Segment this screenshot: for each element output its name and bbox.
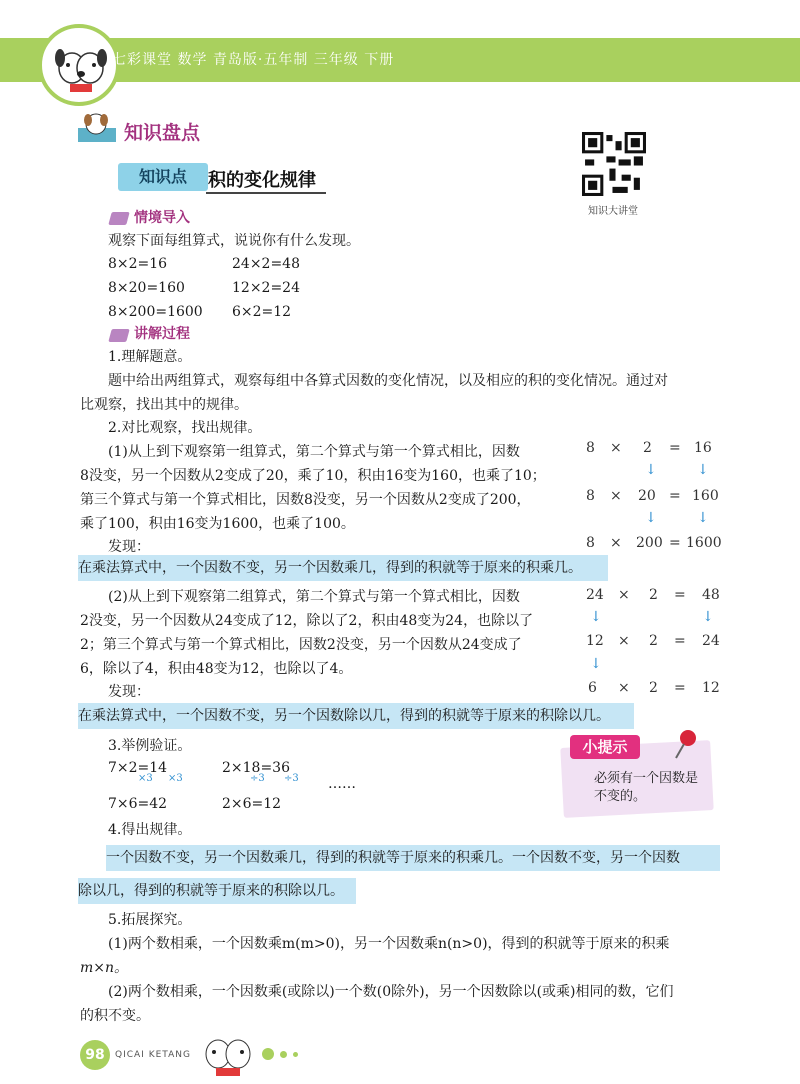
rule3-line2: 除以几，得到的积就等于原来的积除以几。 xyxy=(78,878,356,904)
d1-r3-a: 8 xyxy=(586,535,595,551)
example2-bottom: 2×6=12 xyxy=(222,796,282,812)
arrow-down-icon: ↓ xyxy=(697,462,709,478)
mascot-logo xyxy=(38,24,120,106)
p2-line4: 6，除以了4，积由48变为12，也除以了4。 xyxy=(80,661,353,677)
example2-op-right: ÷3 xyxy=(284,773,299,784)
p1-line1: (1)从上到下观察第一组算式，第二个算式与第一个算式相比，因数 xyxy=(108,444,520,460)
group2-eq2: 12×2=24 xyxy=(232,280,300,296)
d1-r1-b: 2 xyxy=(643,440,652,456)
arrow-down-icon: ↓ xyxy=(590,656,602,672)
p1-line4: 乘了100，积由16变为1600，也乘了100。 xyxy=(80,516,355,532)
group1-eq3: 8×200=1600 xyxy=(108,304,203,320)
step1-title: 1.理解题意。 xyxy=(108,349,192,365)
rule3-line1: 一个因数不变，另一个因数乘几，得到的积就等于原来的积乘几。一个因数不变，另一个因数 xyxy=(106,845,720,871)
dog-mascot-icon xyxy=(42,28,116,102)
d2-r3-a: 6 xyxy=(588,680,597,696)
d2-r1-op: × xyxy=(618,587,630,603)
p1-find: 发现： xyxy=(108,539,150,555)
step2-title: 2.对比观察，找出规律。 xyxy=(108,420,262,436)
tip-text: 必须有一个因数是不变的。 xyxy=(594,771,699,804)
arrow-down-icon: ↓ xyxy=(590,609,602,625)
d1-r1-c: 16 xyxy=(694,440,712,456)
d2-r2-eq: = xyxy=(674,633,686,649)
step3-title: 3.举例验证。 xyxy=(108,738,192,754)
reading-mascot-icon xyxy=(76,110,120,146)
example1-op-left: ×3 xyxy=(138,773,153,784)
d1-r3-b: 200 xyxy=(636,535,663,551)
d1-r2-a: 8 xyxy=(586,488,595,504)
d2-r2-b: 2 xyxy=(649,633,658,649)
intro-text: 观察下面每组算式，说说你有什么发现。 xyxy=(108,233,360,249)
p2-line3: 2；第三个算式与第一个算式相比，因数2没变，另一个因数从24变成了 xyxy=(80,637,522,653)
s5-p1-line2: m×n。 xyxy=(80,960,129,976)
s5-p2-line1: (2)两个数相乘，一个因数乘(或除以)一个数(0除外)，另一个因数除以(或乘)相同的数，它们 xyxy=(108,984,674,1000)
header-title: 七彩课堂 数学 青岛版·五年制 三年级 下册 xyxy=(112,52,395,68)
d2-r3-op: × xyxy=(618,680,630,696)
p2-line2: 2没变，另一个因数从24变成了12，除以了2，积由48变为24，也除以了 xyxy=(80,613,534,629)
d1-r2-c: 160 xyxy=(692,488,719,504)
p2-line1: (2)从上到下观察第二组算式，第二个算式与第一个算式相比，因数 xyxy=(108,589,520,605)
example1-bottom: 7×6=42 xyxy=(108,796,168,812)
d1-r1-eq: = xyxy=(669,440,681,456)
rule2-highlight: 在乘法算式中，一个因数不变，另一个因数除以几，得到的积就等于原来的积除以几。 xyxy=(78,703,634,729)
knowledge-point-badge: 知识点 xyxy=(118,163,208,191)
d1-r2-op: × xyxy=(610,488,622,504)
p1-line3: 第三个算式与第一个算式相比，因数8没变，另一个因数从2变成了200， xyxy=(80,492,531,508)
explain-heading: 讲解过程 xyxy=(134,326,190,342)
d1-r3-c: 1600 xyxy=(686,535,722,551)
d2-r2-a: 12 xyxy=(586,633,604,649)
footer-dot xyxy=(280,1051,287,1058)
d2-r3-c: 12 xyxy=(702,680,720,696)
step5-title: 5.拓展探究。 xyxy=(108,912,192,928)
d2-r1-a: 24 xyxy=(586,587,604,603)
example2-top: 2×18=36 xyxy=(222,760,290,776)
group2-eq3: 6×2=12 xyxy=(232,304,292,320)
d1-r3-eq: = xyxy=(669,535,681,551)
arrow-down-icon: ↓ xyxy=(645,462,657,478)
step4-title: 4.得出规律。 xyxy=(108,822,192,838)
tag-icon xyxy=(108,212,129,225)
rule1-highlight: 在乘法算式中，一个因数不变，另一个因数乘几，得到的积就等于原来的积乘几。 xyxy=(78,555,608,581)
example1-op-right: ×3 xyxy=(168,773,183,784)
d2-r1-b: 2 xyxy=(649,587,658,603)
arrow-down-icon: ↓ xyxy=(697,510,709,526)
d1-r2-b: 20 xyxy=(638,488,656,504)
example-ellipsis: …… xyxy=(328,776,356,792)
d2-r2-op: × xyxy=(618,633,630,649)
knowledge-point-title: 积的变化规律 xyxy=(208,170,316,191)
s5-p1-line1: (1)两个数相乘，一个因数乘m(m>0)，另一个因数乘n(n>0)，得到的积就等于原来的积乘 xyxy=(108,936,670,952)
footer-mascot-icon xyxy=(200,1032,256,1078)
example2-op-left: ÷3 xyxy=(250,773,265,784)
example1-top: 7×2=14 xyxy=(108,760,168,776)
d2-r3-eq: = xyxy=(674,680,686,696)
title-underline xyxy=(206,192,326,194)
d2-r3-b: 2 xyxy=(649,680,658,696)
d1-r2-eq: = xyxy=(669,488,681,504)
footer-brand: QICAI KETANG xyxy=(115,1050,191,1060)
d2-r1-c: 48 xyxy=(702,587,720,603)
p1-line2: 8没变，另一个因数从2变成了20，乘了10，积由16变为160，也乘了10； xyxy=(80,468,546,484)
tip-heading: 小提示 xyxy=(570,735,640,759)
d2-r2-c: 24 xyxy=(702,633,720,649)
qr-code-icon[interactable] xyxy=(582,132,646,196)
arrow-down-icon: ↓ xyxy=(702,609,714,625)
arrow-down-icon: ↓ xyxy=(645,510,657,526)
step1-line2: 比观察，找出其中的规律。 xyxy=(80,397,248,413)
page-number: 98 xyxy=(80,1040,110,1070)
d1-r1-op: × xyxy=(610,440,622,456)
pushpin-icon xyxy=(672,728,700,760)
intro-heading: 情境导入 xyxy=(134,210,190,226)
s5-p2-line2: 的积不变。 xyxy=(80,1008,150,1024)
group1-eq1: 8×2=16 xyxy=(108,256,168,272)
footer-dot xyxy=(293,1052,298,1057)
p2-find: 发现： xyxy=(108,684,150,700)
d2-r1-eq: = xyxy=(674,587,686,603)
footer-dot xyxy=(262,1048,274,1060)
d1-r1-a: 8 xyxy=(586,440,595,456)
qr-label: 知识大讲堂 xyxy=(588,206,638,217)
section-title: 知识盘点 xyxy=(124,122,201,144)
group2-eq1: 24×2=48 xyxy=(232,256,300,272)
step1-line1: 题中给出两组算式，观察每组中各算式因数的变化情况，以及相应的积的变化情况。通过对 xyxy=(108,373,668,389)
tag-icon xyxy=(108,329,129,342)
group1-eq2: 8×20=160 xyxy=(108,280,185,296)
d1-r3-op: × xyxy=(610,535,622,551)
